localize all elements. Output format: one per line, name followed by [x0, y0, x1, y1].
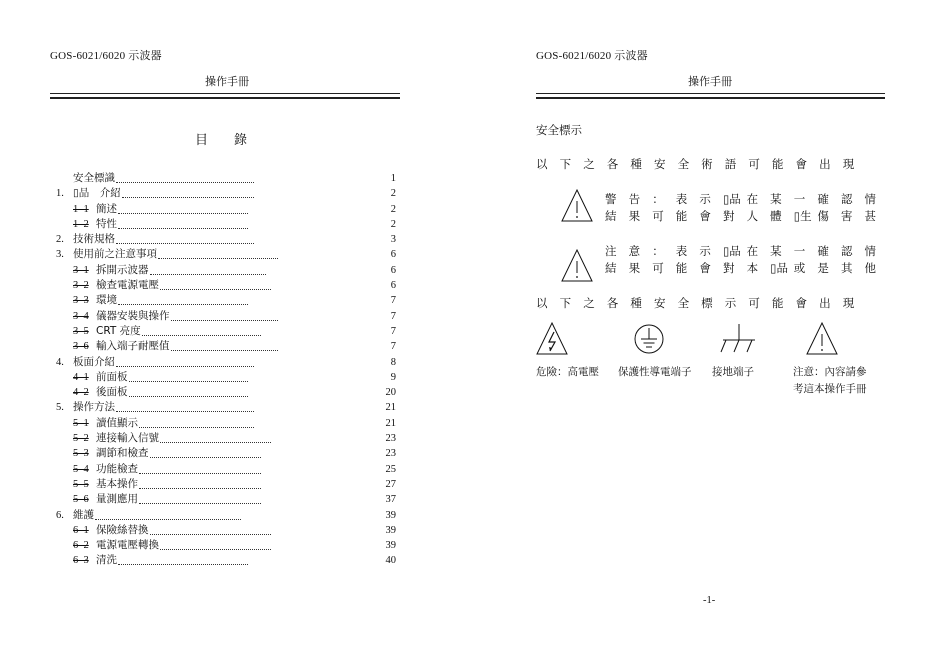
spaced-char: 能	[675, 261, 688, 275]
spaced-char: 結	[605, 209, 617, 223]
toc-row-label: 維護	[73, 508, 94, 521]
caution-text-row2	[605, 260, 888, 276]
toc-row-leader-dots	[160, 538, 271, 550]
toc-row-label: 電源電壓轉換	[96, 539, 159, 552]
toc-row-leader-dots	[116, 171, 254, 183]
toc-row-page: 21	[385, 402, 396, 414]
toc-row-number: 5–4	[73, 463, 89, 475]
toc-row-number: 3–3	[73, 295, 89, 307]
spaced-char: 結	[605, 261, 617, 275]
toc-row-page: 39	[385, 524, 396, 536]
spaced-char: 表	[675, 244, 688, 258]
toc-row-page: 3	[390, 234, 396, 246]
symbol-label-caution-line2: 考這本操作手冊	[793, 383, 867, 395]
high-voltage-icon	[535, 321, 569, 357]
spaced-char: 告	[628, 192, 641, 206]
toc-row-label: 儀器安裝與操作	[96, 309, 170, 322]
spaced-char: 示	[724, 296, 737, 310]
toc-row-leader-dots	[116, 400, 254, 412]
toc-row-leader-dots	[139, 492, 261, 504]
toc-row-label: 功能檢查	[96, 462, 138, 475]
spaced-char: 全	[677, 157, 690, 171]
toc-row-leader-dots	[118, 217, 248, 229]
toc-row-number: 5.	[56, 402, 64, 414]
toc-row-page: 8	[390, 356, 396, 368]
toc-row-page: 7	[390, 341, 396, 353]
toc-row-leader-dots	[150, 523, 272, 535]
spaced-char: 出	[819, 157, 831, 171]
right-header-title: GOS-6021/6020 示波器	[536, 50, 648, 62]
toc-row	[56, 217, 396, 232]
spaced-char: 某	[770, 192, 782, 206]
toc-row-label: 簡述	[96, 202, 117, 215]
toc-row-page: 6	[390, 264, 396, 276]
right-header-subtitle: 操作手冊	[688, 75, 732, 88]
left-header-title: GOS-6021/6020 示波器	[50, 50, 162, 62]
toc-row-leader-dots	[139, 416, 254, 428]
spaced-char: 本	[746, 261, 759, 275]
toc-row-leader-dots	[129, 385, 249, 397]
left-header-subtitle: 操作手冊	[205, 75, 249, 88]
spaced-char: 安	[653, 157, 666, 171]
spaced-char: 在	[746, 192, 759, 206]
spaced-char: 之	[583, 157, 595, 171]
spaced-char: 或	[793, 261, 806, 275]
spaced-char: 一	[793, 244, 806, 258]
toc-row-number: 5–3	[73, 448, 89, 460]
toc-row-leader-dots	[118, 202, 248, 214]
toc-row-leader-dots	[160, 431, 271, 443]
warning-triangle-icon	[560, 188, 594, 224]
spaced-char: 可	[652, 261, 664, 275]
toc-row-page: 7	[390, 325, 396, 337]
spaced-char: 術	[701, 157, 713, 171]
toc-row-label: 操作方法	[73, 401, 115, 414]
spaced-char: ▯生	[793, 209, 812, 223]
toc-row-label: 後面板	[96, 386, 128, 399]
symbol-label-caution-line1: 注意：內容請參	[793, 366, 867, 378]
toc-row	[56, 339, 396, 354]
spaced-char: 之	[583, 296, 595, 310]
toc-row-number: 6–2	[73, 540, 89, 552]
toc-row-label: 量測應用	[96, 493, 138, 506]
toc-row-label: 特性	[96, 217, 117, 230]
toc-row-page: 37	[385, 494, 396, 506]
toc-row	[56, 508, 396, 523]
spaced-char: ▯品	[770, 261, 788, 275]
toc-row-number: 6–1	[73, 524, 89, 536]
toc-row	[56, 477, 396, 492]
toc-row-page: 39	[385, 509, 396, 521]
toc-row	[56, 263, 396, 278]
symbol-label-ground-terminal: 接地端子	[712, 366, 754, 378]
toc-row-number: 4.	[56, 356, 64, 368]
caution-text-row1	[605, 243, 888, 259]
toc-row	[56, 370, 396, 385]
toc-row-number: 3–2	[73, 280, 89, 292]
toc-row-label: 技術規格	[73, 233, 115, 246]
toc-row	[56, 186, 396, 201]
toc-row-leader-dots	[150, 446, 262, 458]
toc-row	[56, 538, 396, 553]
spaced-char: 現	[842, 296, 855, 310]
spaced-char: 確	[817, 244, 829, 258]
toc-row-page: 21	[385, 417, 396, 429]
spaced-char: 會	[699, 261, 711, 275]
toc-row-page: 9	[390, 371, 396, 383]
toc-row-label: 使用前之注意事項	[73, 248, 157, 261]
spaced-char: 是	[817, 261, 829, 275]
spaced-char: 能	[771, 296, 784, 310]
spaced-char: 以	[536, 157, 548, 171]
toc-row-leader-dots	[95, 508, 241, 520]
toc-row-page: 1	[390, 173, 396, 184]
toc-row-label: 調節和檢查	[96, 447, 149, 460]
spaced-char: ▯品	[722, 244, 741, 258]
toc-row-page: 2	[390, 218, 396, 230]
toc-row	[56, 278, 396, 293]
spaced-char: ：	[652, 244, 664, 258]
spaced-char: ：	[652, 192, 664, 206]
toc-row	[56, 492, 396, 507]
toc-row-number: 3.	[56, 249, 64, 261]
spaced-char: 害	[840, 209, 853, 223]
earth-ground-terminal-icon	[718, 322, 760, 356]
toc-row-label: CRT 亮度	[96, 324, 141, 337]
toc-row-page: 7	[390, 310, 396, 322]
toc-row-label: 讀值顯示	[96, 416, 138, 429]
toc-row	[56, 324, 396, 339]
symbol-label-protective-terminal: 保護性導電端子	[618, 366, 692, 378]
spaced-char: 體	[770, 209, 782, 223]
toc-row-page: 2	[390, 188, 396, 200]
toc-row	[56, 309, 396, 324]
toc-row-leader-dots	[122, 186, 254, 198]
toc-row-label: 檢查電源電壓	[96, 279, 159, 292]
symbol-label-high-voltage: 危險：高電壓	[536, 366, 599, 378]
spaced-char: ▯品	[722, 192, 741, 206]
toc-row-page: 23	[385, 448, 396, 460]
toc-row	[56, 523, 396, 538]
toc-row	[56, 293, 396, 308]
toc-row	[56, 446, 396, 461]
toc-row	[56, 247, 396, 262]
toc-row-number: 5–5	[73, 478, 89, 490]
toc-title: 目 錄	[195, 133, 248, 148]
toc-row-page: 6	[390, 249, 396, 261]
toc-row-page: 6	[390, 280, 396, 292]
protective-conductor-terminal-icon	[632, 322, 666, 356]
toc-row-number: 3–6	[73, 341, 89, 353]
spaced-char: 能	[771, 157, 784, 171]
toc-row	[56, 355, 396, 370]
spaced-char: 果	[628, 209, 641, 223]
spaced-char: 可	[748, 157, 760, 171]
spaced-char: 下	[559, 157, 572, 171]
toc-row-number: 3–1	[73, 264, 89, 276]
toc-row-label: 板面介紹	[73, 355, 115, 368]
spaced-char: 在	[746, 244, 759, 258]
toc-row-leader-dots	[160, 278, 271, 290]
spaced-char: 傷	[817, 209, 829, 223]
toc-row-label: 連接輸入信號	[96, 432, 159, 445]
spaced-char: 示	[699, 192, 711, 206]
spaced-char: 他	[864, 261, 877, 275]
toc-row-number: 1–2	[73, 218, 89, 230]
toc-row-number: 3–5	[73, 325, 89, 337]
toc-row-number: 4–1	[73, 371, 89, 383]
warning-text-row2	[605, 208, 888, 224]
spaced-char: 認	[840, 192, 853, 206]
caution-refer-manual-icon	[805, 321, 839, 357]
toc-row	[56, 232, 396, 247]
toc-row-label: 清洗	[96, 554, 117, 567]
toc-row-leader-dots	[116, 355, 254, 367]
page-number: -1-	[703, 595, 716, 606]
safety-intro-line	[536, 156, 866, 172]
spaced-char: 種	[630, 296, 642, 310]
toc-row-leader-dots	[129, 370, 249, 382]
toc-row-label: 環境	[96, 294, 117, 307]
toc-row-number: 5–6	[73, 494, 89, 506]
toc-row-page: 20	[385, 387, 396, 399]
spaced-char: 下	[559, 296, 572, 310]
toc-row-leader-dots	[139, 462, 261, 474]
toc-row-number: 6.	[56, 509, 64, 521]
toc-row-page: 7	[390, 295, 396, 307]
toc-row	[56, 171, 396, 186]
spaced-char: 一	[793, 192, 806, 206]
table-of-contents	[56, 171, 396, 569]
spaced-char: 會	[699, 209, 711, 223]
spaced-char: 會	[795, 157, 808, 171]
toc-row-label: 安全標識	[73, 172, 115, 184]
toc-row-leader-dots	[158, 247, 278, 259]
toc-row-page: 2	[390, 203, 396, 215]
toc-row-number: 1.	[56, 188, 64, 200]
warning-text-row1	[605, 191, 888, 207]
spaced-char: 各	[606, 157, 619, 171]
toc-row	[56, 400, 396, 415]
spaced-char: 能	[675, 209, 688, 223]
toc-row-number: 5–2	[73, 433, 89, 445]
spaced-char: 現	[842, 157, 855, 171]
toc-row-label: 前面板	[96, 370, 128, 383]
toc-row-number: 3–4	[73, 310, 89, 322]
spaced-char: 確	[817, 192, 829, 206]
toc-row	[56, 416, 396, 431]
spaced-char: 各	[606, 296, 619, 310]
toc-row-number: 2.	[56, 234, 64, 246]
spaced-char: 其	[840, 261, 853, 275]
spaced-char: 種	[630, 157, 642, 171]
spaced-char: 會	[795, 296, 808, 310]
spaced-char: 注	[605, 244, 617, 258]
caution-triangle-icon	[560, 248, 594, 284]
safety-symbols-intro-line	[536, 295, 866, 311]
spaced-char: 示	[699, 244, 711, 258]
toc-row-leader-dots	[118, 293, 248, 305]
toc-row	[56, 202, 396, 217]
toc-row	[56, 431, 396, 446]
toc-row-number: 4–2	[73, 387, 89, 399]
spaced-char: 某	[770, 244, 782, 258]
spaced-char: 人	[746, 209, 759, 223]
toc-row-page: 25	[385, 463, 396, 475]
toc-row-label: 拆開示波器	[96, 263, 149, 276]
toc-row-number: 5–1	[73, 417, 89, 429]
spaced-char: 可	[748, 296, 760, 310]
toc-row	[56, 385, 396, 400]
spaced-char: 安	[653, 296, 666, 310]
toc-row-page: 40	[385, 555, 396, 567]
spaced-char: 語	[724, 157, 737, 171]
spaced-char: 表	[675, 192, 688, 206]
toc-row-number: 6–3	[73, 555, 89, 567]
toc-row-label: ▯品 介紹	[73, 187, 121, 200]
toc-row-page: 39	[385, 540, 396, 552]
toc-row	[56, 553, 396, 568]
toc-row-page: 27	[385, 478, 396, 490]
toc-row-label: 保險絲替換	[96, 523, 149, 536]
toc-row-leader-dots	[139, 477, 261, 489]
safety-section-title: 安全標示	[536, 123, 582, 137]
spaced-char: 認	[840, 244, 853, 258]
spaced-char: 以	[536, 296, 548, 310]
spaced-char: 情	[864, 192, 877, 206]
spaced-char: 警	[605, 192, 617, 206]
spaced-char: 對	[722, 209, 735, 223]
toc-row-leader-dots	[116, 232, 254, 244]
spaced-char: 意	[628, 244, 641, 258]
toc-row-leader-dots	[171, 309, 279, 321]
toc-row-leader-dots	[150, 263, 267, 275]
toc-row-number: 1–1	[73, 203, 89, 215]
right-header-rule	[536, 93, 885, 99]
left-header-rule	[50, 93, 400, 99]
toc-row-leader-dots	[142, 324, 261, 336]
spaced-char: 對	[722, 261, 735, 275]
toc-row-label: 輸入端子耐壓值	[96, 340, 170, 353]
spaced-char: 可	[652, 209, 664, 223]
spaced-char: 出	[819, 296, 831, 310]
toc-row-page: 23	[385, 433, 396, 445]
toc-row-label: 基本操作	[96, 477, 138, 490]
spaced-char: 甚	[864, 209, 877, 223]
spaced-char: 全	[677, 296, 690, 310]
spaced-char: 情	[864, 244, 877, 258]
toc-row-leader-dots	[118, 553, 248, 565]
spaced-char: 果	[628, 261, 641, 275]
toc-row-leader-dots	[171, 339, 279, 351]
spaced-char: 標	[701, 296, 713, 310]
toc-row	[56, 462, 396, 477]
